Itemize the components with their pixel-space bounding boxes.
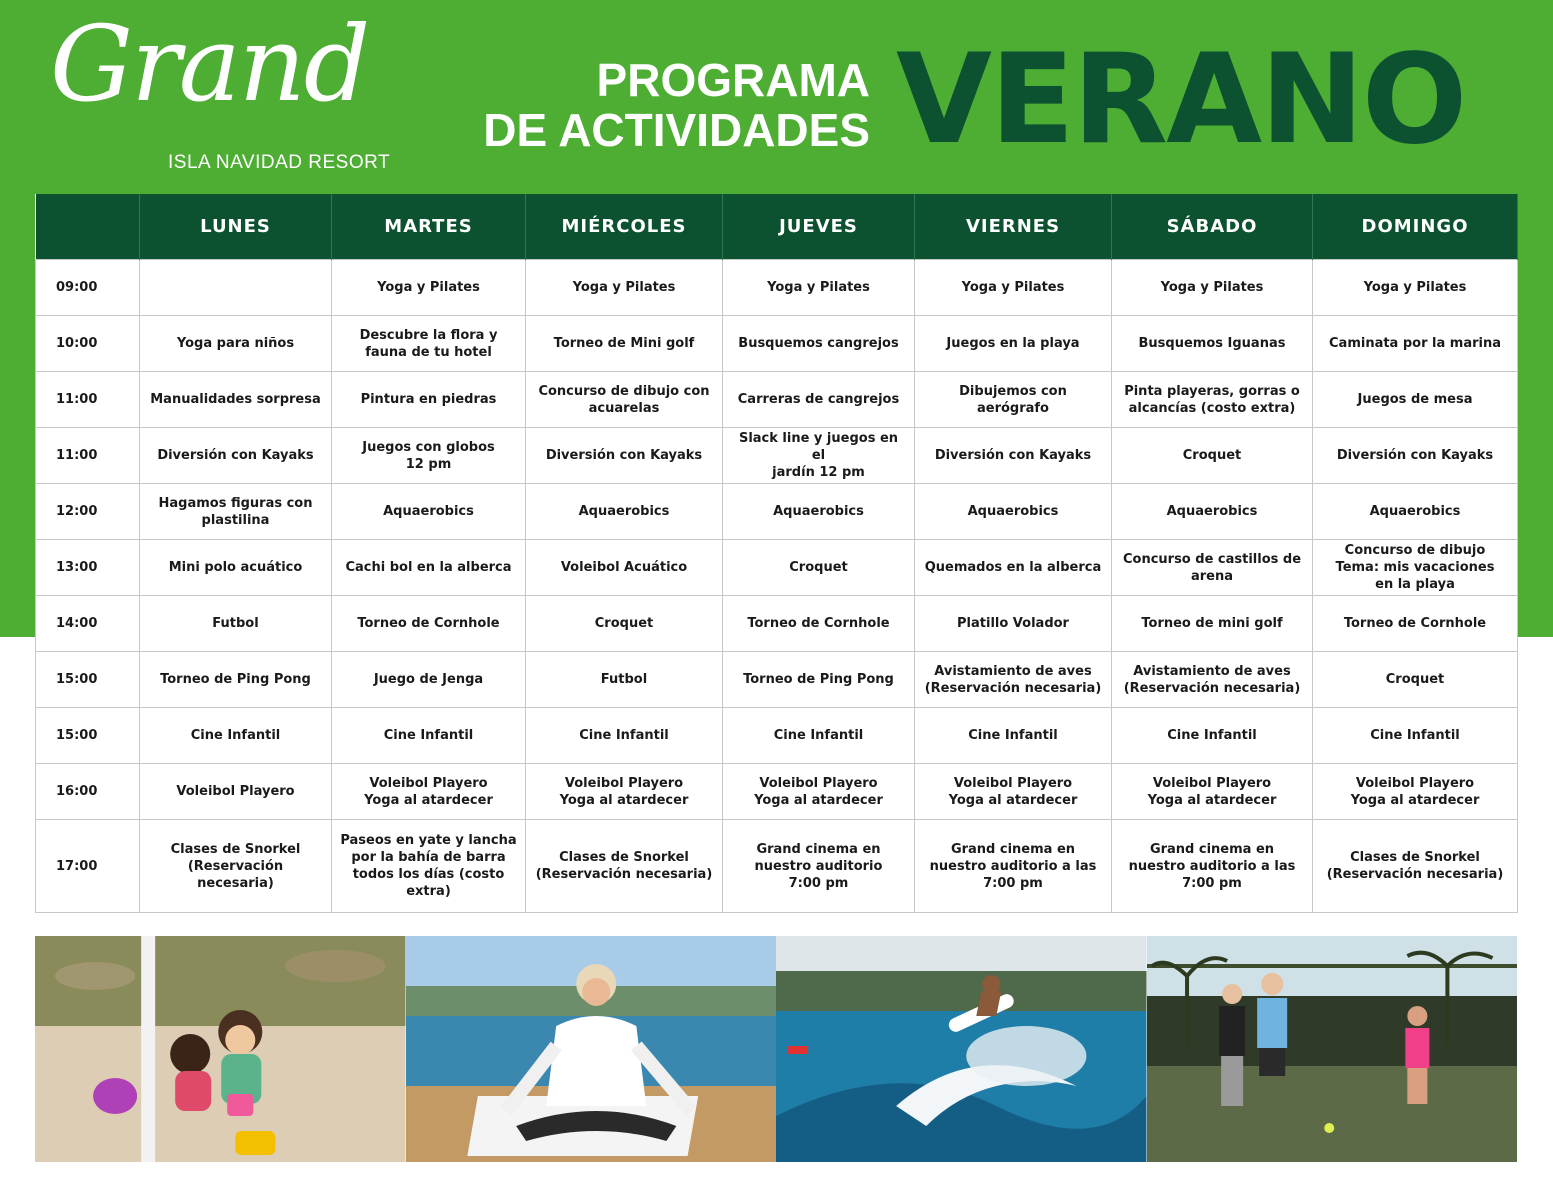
activity-cell: Aquaerobics [1112,484,1313,540]
activity-cell: Yoga y Pilates [723,260,915,316]
schedule-row [36,372,1518,428]
program-heading [483,55,870,155]
activity-cell: Cine Infantil [723,708,915,764]
time-cell: 12:00 [36,484,140,540]
day-header: VIERNES [915,194,1112,260]
time-cell: 14:00 [36,596,140,652]
activity-cell: Yoga y Pilates [915,260,1112,316]
activity-cell: Diversión con Kayaks [915,428,1112,484]
activity-cell: Aquaerobics [332,484,526,540]
time-cell: 15:00 [36,708,140,764]
activity-cell: Cine Infantil [915,708,1112,764]
time-cell: 10:00 [36,316,140,372]
time-cell: 13:00 [36,540,140,596]
activity-cell: Voleibol Playero Yoga al atardecer [915,764,1112,820]
activity-cell: Avistamiento de aves (Reservación necesaria) [1112,652,1313,708]
activity-cell: Pintura en piedras [332,372,526,428]
activity-cell: Grand cinema en nuestro auditorio a las 7:00 pm [1112,820,1313,913]
activity-cell: Cine Infantil [1112,708,1313,764]
activity-cell: Busquemos Iguanas [1112,316,1313,372]
time-cell: 16:00 [36,764,140,820]
photo-family-tennis [1147,936,1518,1162]
activity-cell: Aquaerobics [723,484,915,540]
activity-cell: Juegos de mesa [1313,372,1518,428]
activity-cell: Aquaerobics [526,484,723,540]
activity-cell: Hagamos figuras con plastilina [140,484,332,540]
activity-cell: Paseos en yate y lancha por la bahía de barra todos los días (costo extra) [332,820,526,913]
activity-cell: Torneo de Ping Pong [723,652,915,708]
activity-cell: Concurso de dibujo con acuarelas [526,372,723,428]
table-header-row [36,194,1518,260]
activity-cell: Avistamiento de aves (Reservación necesaria) [915,652,1112,708]
schedule-row [36,316,1518,372]
activity-cell: Torneo de mini golf [1112,596,1313,652]
activity-cell: Voleibol Playero Yoga al atardecer [526,764,723,820]
schedule-row [36,540,1518,596]
season-title: VERANO [896,28,1466,172]
schedule-row [36,764,1518,820]
activity-cell: Diversión con Kayaks [526,428,723,484]
activity-cell: Carreras de cangrejos [723,372,915,428]
day-header: JUEVES [723,194,915,260]
activity-cell: Manualidades sorpresa [140,372,332,428]
activity-cell: Voleibol Playero Yoga al atardecer [1112,764,1313,820]
schedule-row [36,428,1518,484]
activity-cell: Croquet [526,596,723,652]
activity-cell: Clases de Snorkel (Reservación necesaria) [1313,820,1518,913]
activity-cell: Cine Infantil [140,708,332,764]
activity-cell: Voleibol Playero Yoga al atardecer [332,764,526,820]
activity-cell: Torneo de Mini golf [526,316,723,372]
schedule-row [36,484,1518,540]
activity-cell: Grand cinema en nuestro auditorio a las 7:00 pm [915,820,1112,913]
day-header: LUNES [140,194,332,260]
activity-cell: Aquaerobics [1313,484,1518,540]
activity-cell: Yoga y Pilates [332,260,526,316]
schedule-row [36,596,1518,652]
activity-cell [140,260,332,316]
activity-cell: Concurso de castillos de arena [1112,540,1313,596]
activity-cell: Yoga y Pilates [1112,260,1313,316]
activity-cell: Busquemos cangrejos [723,316,915,372]
day-header: DOMINGO [1313,194,1518,260]
activity-cell: Juegos en la playa [915,316,1112,372]
logo-subtitle: ISLA NAVIDAD RESORT [168,152,391,173]
activity-cell: Yoga para niños [140,316,332,372]
activity-cell: Croquet [1112,428,1313,484]
activity-cell: Clases de Snorkel (Reservación necesaria) [526,820,723,913]
activity-cell: Pinta playeras, gorras o alcancías (costo extra) [1112,372,1313,428]
heading-line-2: DE ACTIVIDADES [483,104,870,156]
resort-logo [50,3,410,180]
activity-cell: Yoga y Pilates [526,260,723,316]
heading-line-1: PROGRAMA [596,54,870,106]
photo-strip [35,936,1517,1162]
activity-cell: Futbol [526,652,723,708]
activity-cell: Diversión con Kayaks [140,428,332,484]
logo-script-text: Grand [50,3,369,125]
activity-cell: Diversión con Kayaks [1313,428,1518,484]
activity-cell: Grand cinema en nuestro auditorio 7:00 pm [723,820,915,913]
time-cell: 11:00 [36,372,140,428]
time-cell: 11:00 [36,428,140,484]
activity-cell: Torneo de Cornhole [1313,596,1518,652]
time-cell: 17:00 [36,820,140,913]
activity-cell: Croquet [1313,652,1518,708]
activity-cell: Yoga y Pilates [1313,260,1518,316]
day-header: MARTES [332,194,526,260]
activity-cell: Torneo de Cornhole [332,596,526,652]
activity-cell: Quemados en la alberca [915,540,1112,596]
day-header: MIÉRCOLES [526,194,723,260]
schedule-row [36,708,1518,764]
photo-beach-yoga [406,936,777,1162]
day-header: SÁBADO [1112,194,1313,260]
time-cell: 09:00 [36,260,140,316]
time-cell: 15:00 [36,652,140,708]
activity-cell: Cine Infantil [526,708,723,764]
schedule-row [36,652,1518,708]
activity-cell: Aquaerobics [915,484,1112,540]
schedule-body [36,260,1518,913]
activity-cell: Slack line y juegos en el jardín 12 pm [723,428,915,484]
activity-cell: Mini polo acuático [140,540,332,596]
activity-cell: Voleibol Playero [140,764,332,820]
activity-cell: Voleibol Playero Yoga al atardecer [723,764,915,820]
activity-cell: Cachi bol en la alberca [332,540,526,596]
activity-cell: Descubre la flora y fauna de tu hotel [332,316,526,372]
activity-cell: Croquet [723,540,915,596]
schedule-row [36,820,1518,913]
activity-cell: Dibujemos con aerógrafo [915,372,1112,428]
activity-cell: Cine Infantil [332,708,526,764]
activity-cell: Torneo de Ping Pong [140,652,332,708]
activity-schedule-table [35,194,1518,913]
schedule-row [36,260,1518,316]
activity-cell: Platillo Volador [915,596,1112,652]
activity-cell: Voleibol Playero Yoga al atardecer [1313,764,1518,820]
activity-cell: Cine Infantil [1313,708,1518,764]
photo-kids-sand [35,936,406,1162]
activity-cell: Juegos con globos 12 pm [332,428,526,484]
activity-cell: Caminata por la marina [1313,316,1518,372]
activity-cell: Juego de Jenga [332,652,526,708]
activity-cell: Voleibol Acuático [526,540,723,596]
activity-cell: Clases de Snorkel (Reservación necesaria) [140,820,332,913]
photo-surfer [776,936,1147,1162]
activity-cell: Futbol [140,596,332,652]
activity-cell: Torneo de Cornhole [723,596,915,652]
activity-cell: Concurso de dibujo Tema: mis vacaciones en la playa [1313,540,1518,596]
time-column-header [36,194,140,260]
